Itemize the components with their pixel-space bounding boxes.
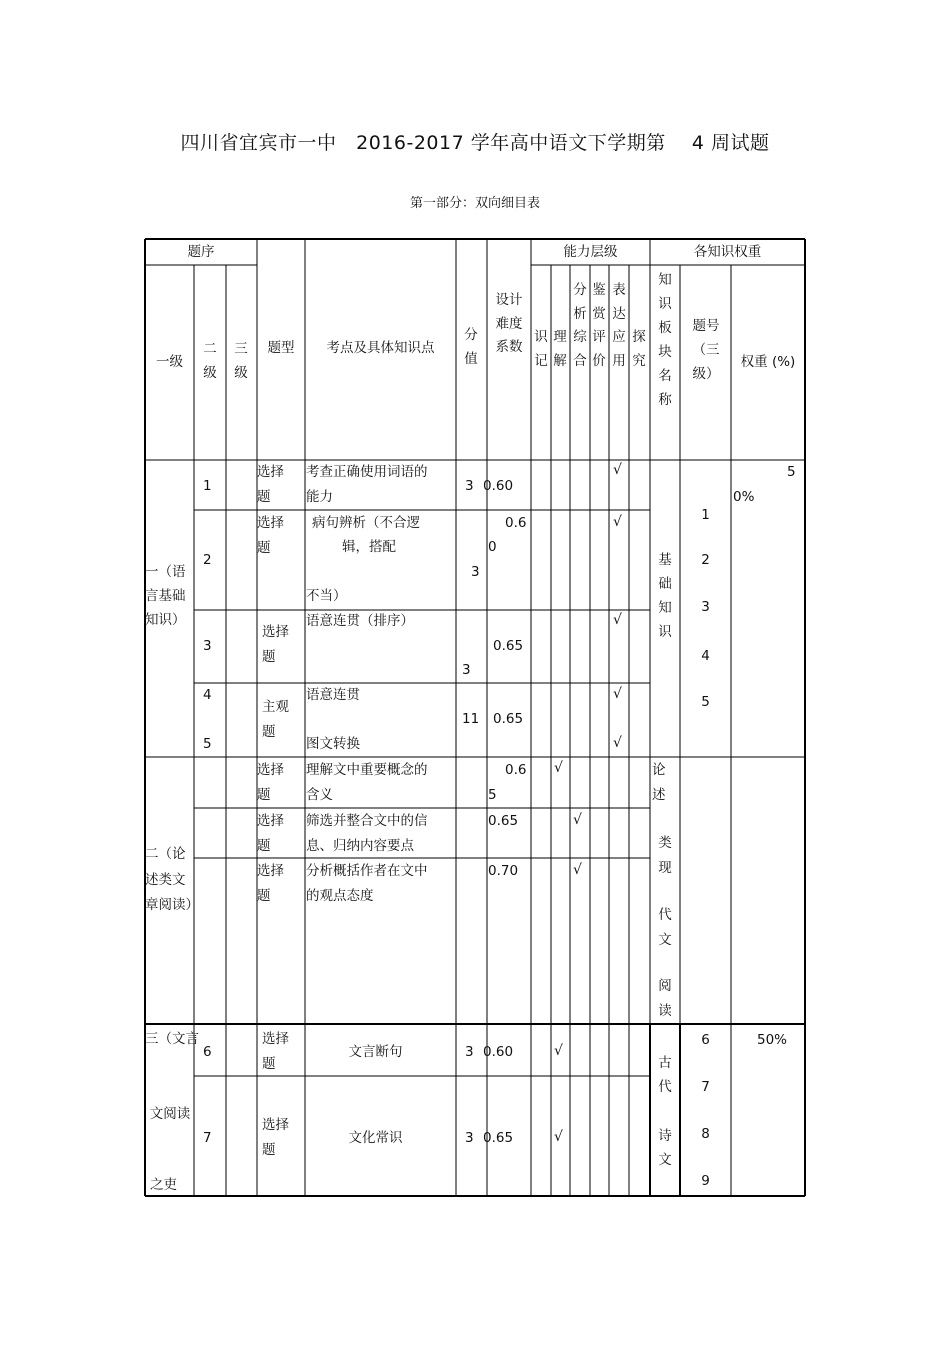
row4-check-biaoda-a: √ [613, 686, 622, 702]
row4-diff: 0.65 [493, 711, 524, 727]
header-weight-pct: 权重 (%) [740, 354, 796, 370]
document-title: 四川省宜宾市一中 2016-2017 学年高中语文下学期第 4 周试题 [180, 132, 770, 154]
row4-check-biaoda-b: √ [613, 735, 622, 751]
row1-type: 选择题 [257, 464, 284, 505]
section3-name-c: 之吏 [150, 1177, 177, 1193]
header-tixing: 题型 [267, 340, 295, 356]
row4-number-b: 5 [203, 736, 212, 752]
sec3-row1-score: 3 [465, 1044, 474, 1060]
section1-number-4: 4 [701, 648, 710, 664]
section3-name-a: 三（文言 [145, 1031, 199, 1047]
header-erji: 二级 [203, 341, 217, 381]
section1-number-5: 5 [701, 694, 710, 710]
section3-number-8: 8 [701, 1126, 710, 1142]
section1-number-1: 1 [701, 507, 710, 523]
sec2-row2-type: 选择题 [257, 813, 284, 854]
header-sanji: 三级 [234, 341, 248, 381]
document-subtitle: 第一部分：双向细目表 [409, 196, 540, 211]
header-tixu: 题序 [187, 244, 215, 260]
section2-name: 二（论述类文章阅读） [145, 846, 199, 913]
sec3-row1-check-lijie: √ [554, 1043, 563, 1059]
row1-check-biaoda: √ [613, 462, 622, 478]
row2-number: 2 [203, 552, 212, 568]
sec2-row2-point: 筛选并整合文中的信息、归纳内容要点 [306, 813, 428, 854]
sec3-row1-number: 6 [203, 1044, 212, 1060]
sec3-row1-type: 选择题 [262, 1031, 289, 1072]
sec3-row2-score: 3 [465, 1130, 474, 1146]
row4-score: 11 [462, 711, 480, 727]
section3-weight: 50% [756, 1032, 787, 1048]
header-quanzhong: 各知识权重 [693, 244, 762, 260]
header-zhishi: 知识板块名称 [658, 272, 672, 408]
row4-type: 主观题 [262, 699, 289, 740]
row1-diff: 0.60 [483, 478, 514, 494]
row1-score: 3 [465, 478, 474, 494]
header-kaodian: 考点及具体知识点 [326, 340, 435, 356]
row2-score: 3 [471, 564, 480, 580]
section1-name: 一（语言基础知识） [145, 564, 186, 628]
header-yiji: 一级 [156, 354, 183, 370]
section1-block: 基础知识 [658, 552, 672, 640]
row2-type: 选择题 [257, 515, 284, 556]
section2-block-b: 类现 [658, 835, 672, 876]
row4-number-a: 4 [203, 687, 212, 703]
section1-number-2: 2 [701, 552, 710, 568]
header-shiji: 识记 [534, 329, 548, 369]
row2-check-biaoda: √ [613, 514, 622, 530]
header-biaoda: 表达应用 [612, 282, 626, 369]
header-fenxi: 分析综合 [573, 282, 587, 369]
section3-block-a: 古代 [658, 1055, 672, 1095]
sec3-row2-point: 文化常识 [348, 1130, 403, 1146]
row3-point: 语意连贯（排序） [306, 613, 414, 629]
sec3-row2-number: 7 [203, 1130, 212, 1146]
row3-diff: 0.65 [493, 638, 524, 654]
section3-number-6: 6 [701, 1032, 710, 1048]
header-jianshang: 鉴赏评价 [592, 282, 606, 369]
row3-type: 选择题 [262, 624, 289, 665]
section2-block-c: 代文 [658, 907, 672, 948]
sec3-row2-check-lijie: √ [554, 1129, 563, 1145]
sec2-row2-diff: 0.65 [488, 813, 519, 829]
sec2-row3-point: 分析概括作者在文中的观点态度 [306, 863, 428, 904]
row3-check-biaoda: √ [613, 612, 622, 628]
header-tihao: 题号（三级） [692, 318, 720, 382]
sec3-row1-diff: 0.60 [483, 1044, 514, 1060]
row2-diff-b: 0 [488, 539, 497, 555]
header-sheji: 设计难度系数 [495, 292, 523, 355]
section3-number-7: 7 [701, 1079, 710, 1095]
header-lijie: 理解 [553, 329, 567, 369]
section1-number-3: 3 [701, 599, 710, 615]
sec2-row2-check-fenxi: √ [573, 812, 582, 828]
sec2-row1-diff-a: 0.6 [505, 762, 527, 778]
row2-point-c: 不当） [306, 588, 347, 604]
row3-score: 3 [462, 662, 471, 678]
header-fenzhi: 分值 [464, 327, 478, 367]
section2-block-a: 论述 [652, 762, 666, 803]
section2-block-d: 阅读 [658, 978, 672, 1019]
row3-number: 3 [203, 638, 212, 654]
sec2-row1-check-lijie: √ [554, 760, 563, 776]
section1-weight-a: 5 [787, 464, 796, 480]
row2-diff-a: 0.6 [505, 515, 527, 531]
sec2-row1-point: 理解文中重要概念的含义 [306, 762, 428, 803]
row2-point-a: 病句辨析（不合逻 [312, 515, 420, 531]
row1-number: 1 [203, 478, 212, 494]
header-nengli: 能力层级 [563, 244, 618, 260]
sec2-row1-type: 选择题 [257, 762, 284, 803]
section3-block-b: 诗文 [658, 1128, 672, 1168]
row4-point-b: 图文转换 [306, 736, 360, 752]
header-tanjiu: 探究 [632, 329, 646, 369]
row4-point-a: 语意连贯 [306, 687, 360, 703]
sec2-row1-diff-b: 5 [488, 787, 497, 803]
sec2-row3-type: 选择题 [257, 863, 284, 904]
section3-number-9: 9 [701, 1173, 710, 1189]
section1-weight-b: 0% [733, 489, 755, 505]
sec3-row2-type: 选择题 [262, 1117, 289, 1158]
sec3-row2-diff: 0.65 [483, 1130, 514, 1146]
sec2-row3-diff: 0.70 [488, 863, 519, 879]
section3-name-b: 文阅读 [149, 1106, 191, 1122]
sec2-row3-check-fenxi: √ [573, 862, 582, 878]
row2-point-b: 辑，搭配 [342, 539, 396, 555]
sec3-row1-point: 文言断句 [348, 1044, 403, 1060]
row1-point: 考查正确使用词语的能力 [306, 464, 428, 505]
